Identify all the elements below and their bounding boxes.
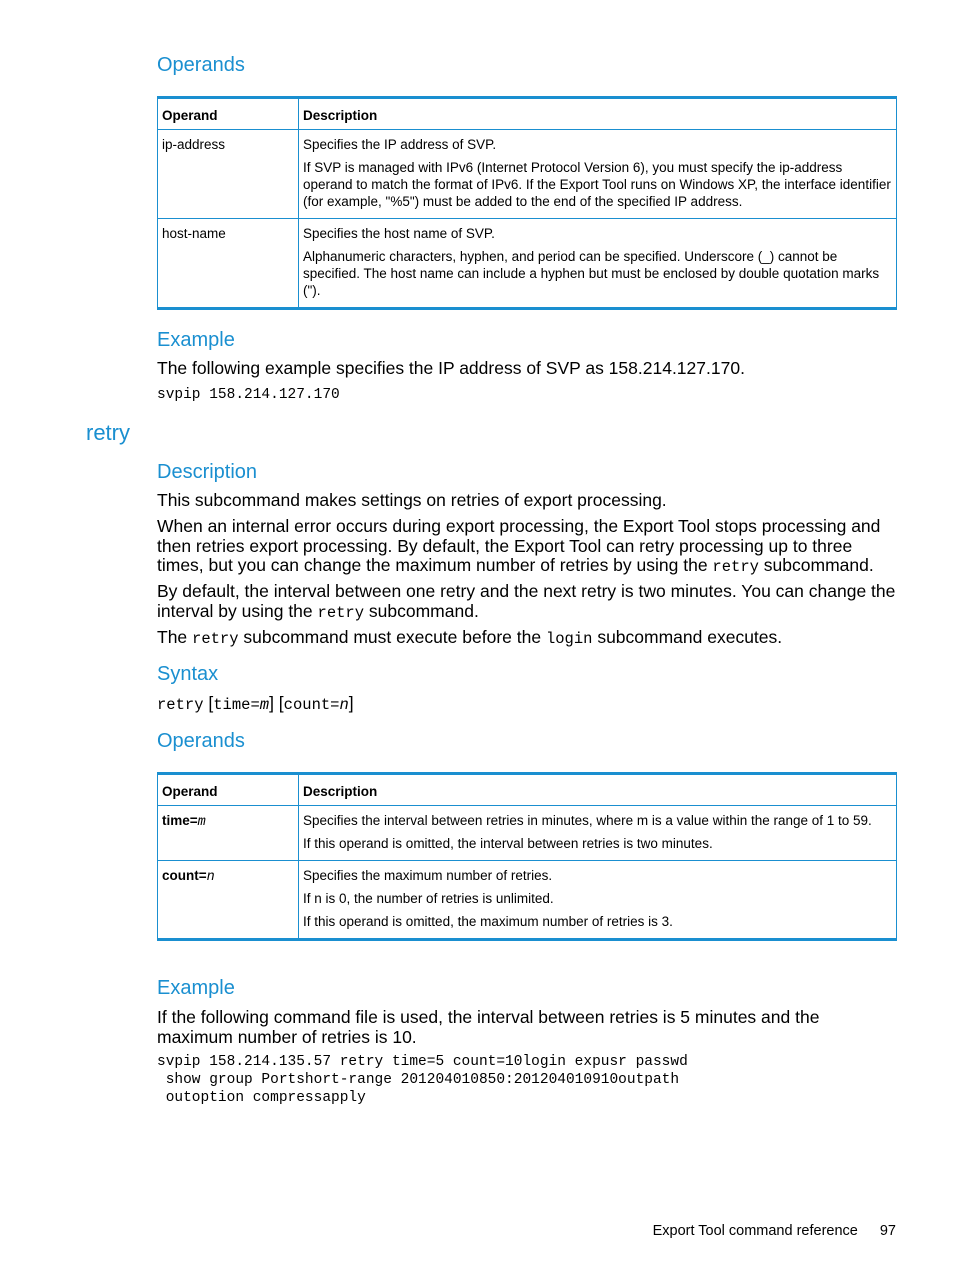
description-line: Specifies the IP address of SVP.: [303, 137, 497, 152]
example-code-2: svpip 158.214.135.57 retry time=5 count=10login expusr passwd show group Portshort-range 201204010850:201204010910outpath outoption compressapply: [157, 1054, 688, 1106]
example-heading-1: Example: [157, 329, 235, 351]
operands-table-2: [157, 772, 897, 941]
description-line: If this operand is omitted, the interval between retries is two minutes.: [303, 836, 713, 851]
operands-table-1: [157, 96, 897, 310]
description-line: Specifies the interval between retries in minutes, where m is a value within the range of 1 to 59.: [303, 813, 872, 828]
operand-cell: count=n: [158, 861, 299, 940]
table-row: [158, 219, 897, 309]
description-paragraph-4: The retry subcommand must execute before the login subcommand executes.: [157, 627, 783, 648]
description-line: Specifies the maximum number of retries.: [303, 868, 553, 883]
table-header-operand: Operand: [158, 98, 299, 130]
description-line: If SVP is managed with IPv6 (Internet Protocol Version 6), you must specify the ip-address operand to match the format of IPv6. If the Export Tool runs on Windows XP, the interface identifier (for example, "%5") must be added to the end of the specified IP address.: [303, 160, 891, 209]
description-heading: Description: [157, 461, 258, 483]
page-footer: [631, 1223, 896, 1239]
table-header-description: Description: [299, 774, 897, 806]
description-cell: [299, 219, 897, 309]
page-number: 97: [879, 1223, 896, 1239]
table-row: [158, 130, 897, 219]
section-title-retry: retry: [86, 420, 130, 445]
description-cell: [299, 130, 897, 219]
inline-code: retry: [192, 630, 239, 648]
description-paragraph-1: This subcommand makes settings on retries of export processing.: [157, 490, 667, 510]
example-heading-2: Example: [157, 977, 235, 999]
table-row: [158, 861, 897, 940]
description-cell: [299, 806, 897, 861]
description-line: If this operand is omitted, the maximum number of retries is 3.: [303, 914, 673, 929]
inline-code: login: [545, 630, 593, 648]
operand-cell: host-name: [158, 219, 299, 309]
description-line: Specifies the host name of SVP.: [303, 226, 495, 241]
example-text-1: The following example specifies the IP address of SVP as 158.214.127.170.: [157, 358, 745, 378]
syntax-heading: Syntax: [157, 663, 219, 685]
table-header-description: Description: [299, 98, 897, 130]
description-paragraph-3: By default, the interval between one retry and the next retry is two minutes. You can change the interval by using the retry subcommand.: [157, 581, 896, 622]
table-row: [158, 806, 897, 861]
footer-label: Export Tool command reference: [652, 1223, 858, 1239]
description-line: If n is 0, the number of retries is unlimited.: [303, 891, 554, 906]
inline-code: retry: [317, 603, 365, 622]
operands-heading-2: Operands: [157, 730, 245, 752]
description-paragraph-2: When an internal error occurs during export processing, the Export Tool stops processing and then retries export processing. By default, the Export Tool can retry processing up to three times, but you can change the maximum number of retries by using the retry subcommand.: [157, 516, 881, 576]
operands-heading-1: Operands: [157, 54, 245, 76]
example-text-2: If the following command file is used, the interval between retries is 5 minutes and the maximum number of retries is 10.: [157, 1007, 820, 1047]
description-line: Alphanumeric characters, hyphen, and period can be specified. Underscore (_) cannot be specified. The host name can include a hyphen but must be enclosed by double quotation marks (").: [303, 249, 880, 298]
inline-code: retry: [712, 558, 759, 576]
operand-cell: time=m: [158, 806, 299, 861]
operand-cell: ip-address: [158, 130, 299, 219]
description-cell: [299, 861, 897, 940]
syntax-line: retry [time=m] [count=n]: [157, 693, 354, 714]
example-code-1: svpip 158.214.127.170: [157, 387, 340, 403]
table-header-operand: Operand: [158, 774, 299, 806]
